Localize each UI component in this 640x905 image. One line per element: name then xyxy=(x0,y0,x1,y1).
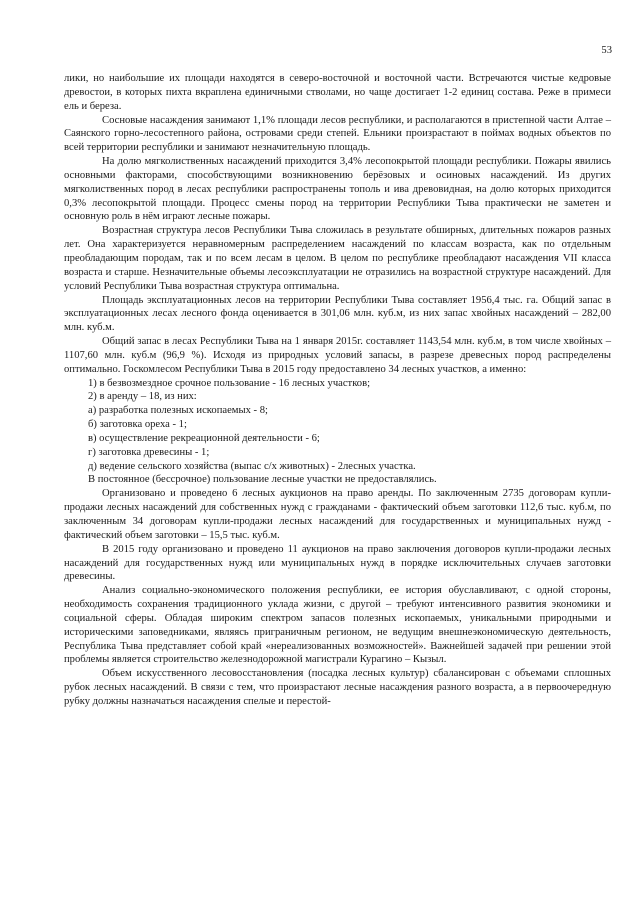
page-number: 53 xyxy=(601,45,612,56)
list-item: б) заготовка ореха - 1; xyxy=(88,419,187,431)
list-item: д) ведение сельского хозяйства (выпас с/х животных) - 2лесных участка. xyxy=(88,460,416,472)
paragraph-age-structure: Возрастная структура лесов Республики Тыва сложилась в результате обширных, длительных пожаров разных лет. Она характеризуется неравномерным распределением насаждений по классам возраста, как по отдельным преобладающим породам, так и по всем лесам в целом. В целом по республике преобладают насаждения VII класса возраста и старше. Незначительные объемы лесоэксплуатации не отразились на возрастной структуре насаждений. Для условий Республики Тыва возрастная структура оптимальна. xyxy=(64,225,611,292)
paragraph-2015-auctions: В 2015 году организовано и проведено 11 аукционов на право заключения договоров купли-продажи лесных насаждений для государственных нужд или муниципальных нужд в порядке исключительных случаев заготовки древесины. xyxy=(64,543,611,583)
list-item: В постоянное (бессрочное) пользование лесные участки не предоставлялись. xyxy=(88,474,437,486)
list-item: а) разработка полезных ископаемых - 8; xyxy=(88,405,268,417)
paragraph-total-stock: Общий запас в лесах Республики Тыва на 1 января 2015г. составляет 1143,54 млн. куб.м, в том числе хвойных – 1107,60 млн. куб.м (96,9 %). Исходя из природных условий запасы, в разрезе древесных пород распределены оптимально. Госкомлесом Республики Тыва в 2015 году предоставлено 34 лесных участков, а именно: xyxy=(64,336,611,375)
paragraph-auctions: Организовано и проведено 6 лесных аукционов на право аренды. По заключенным 2735 договорам купли-продажи лесных насаждений для собственных нужд с гражданами - фактический объем заготовки 112,6 тыс. куб.м, по заключенным 34 договорам купли-продажи лесных насаждений для государственных и муниципальных нужд - фактический объем заготовки – 15,5 тыс. куб.м. xyxy=(64,488,611,541)
paragraph-pine-spruce: Сосновые насаждения занимают 1,1% площади лесов республики, и располагаются в пристепной части Алтае – Саянского горно-лесостепного района, островами среди степей. Ельники произрастают в поймах водных объектов по всей территории республики и занимают незначительную площадь. xyxy=(64,114,611,154)
paragraph-softwood: На долю мягколиственных насаждений приходится 3,4% лесопокрытой площади республики. Пожары явились основными факторами, способствующими возникновению берёзовых и осиновых насаждений. Из других мягколиственных пород в лесах республики распространены тополь и ива древовидная, на долю которых приходится 0,3% лесопокрытой площади. Процесс смены пород на территории Республики Тыва практически не заметен и основную роль в нём играют лесные пожары. xyxy=(64,156,611,223)
paragraph-exploitation-area: Площадь эксплуатационных лесов на территории Республики Тыва составляет 1956,4 тыс. га. Общий запас в эксплуатационных лесах лесного фонда оценивается в 301,06 млн. куб.м, из них запас хвойных насаждений – 282,00 млн. куб.м. xyxy=(64,294,611,334)
list-item: 2) в аренду – 18, из них: xyxy=(88,391,197,403)
list-item: в) осуществление рекреационной деятельности - 6; xyxy=(88,432,320,444)
paragraph-reforestation: Объем искусственного лесовосстановления (посадка лесных культур) сбалансирован с объемами сплошных рубок лесных насаждений. В связи с тем, что произрастают лесные насаждения разного возраста, а в первоочередную рубку должны назначаться насаждения спелые и перестой- xyxy=(64,668,611,707)
paragraph-socio-economic: Анализ социально-экономического положения республики, ее история обуславливают, с одной стороны, необходимость сохранения традиционного уклада жизни, с другой – требуют интенсивного развития экономики и социальной сферы. Обладая широким спектром запасов полезных ископаемых, уникальными природными и историческими заповедниками, являясь приграничным регионом, не ведущим внешнеэкономическую деятельность, Республика Тыва представляет собой край «нереализованных возможностей». Важнейшей задачей при решении этой проблемы является строительство железнодорожной магистрали Курагино – Кызыл. xyxy=(64,585,611,666)
paragraph-continuation: лики, но наибольшие их площади находятся в северо-восточной и восточной части. Встречаются чистые кедровые древостои, в которых пихта вкраплена единичными стволами, но чаще достигает 1-2 единиц состава. Реже в примеси ель и береза. xyxy=(64,73,611,112)
list-item: 1) в безвозмездное срочное пользование - 16 лесных участков; xyxy=(88,377,371,389)
document-body xyxy=(64,72,611,709)
list-item: г) заготовка древесины - 1; xyxy=(88,446,210,458)
